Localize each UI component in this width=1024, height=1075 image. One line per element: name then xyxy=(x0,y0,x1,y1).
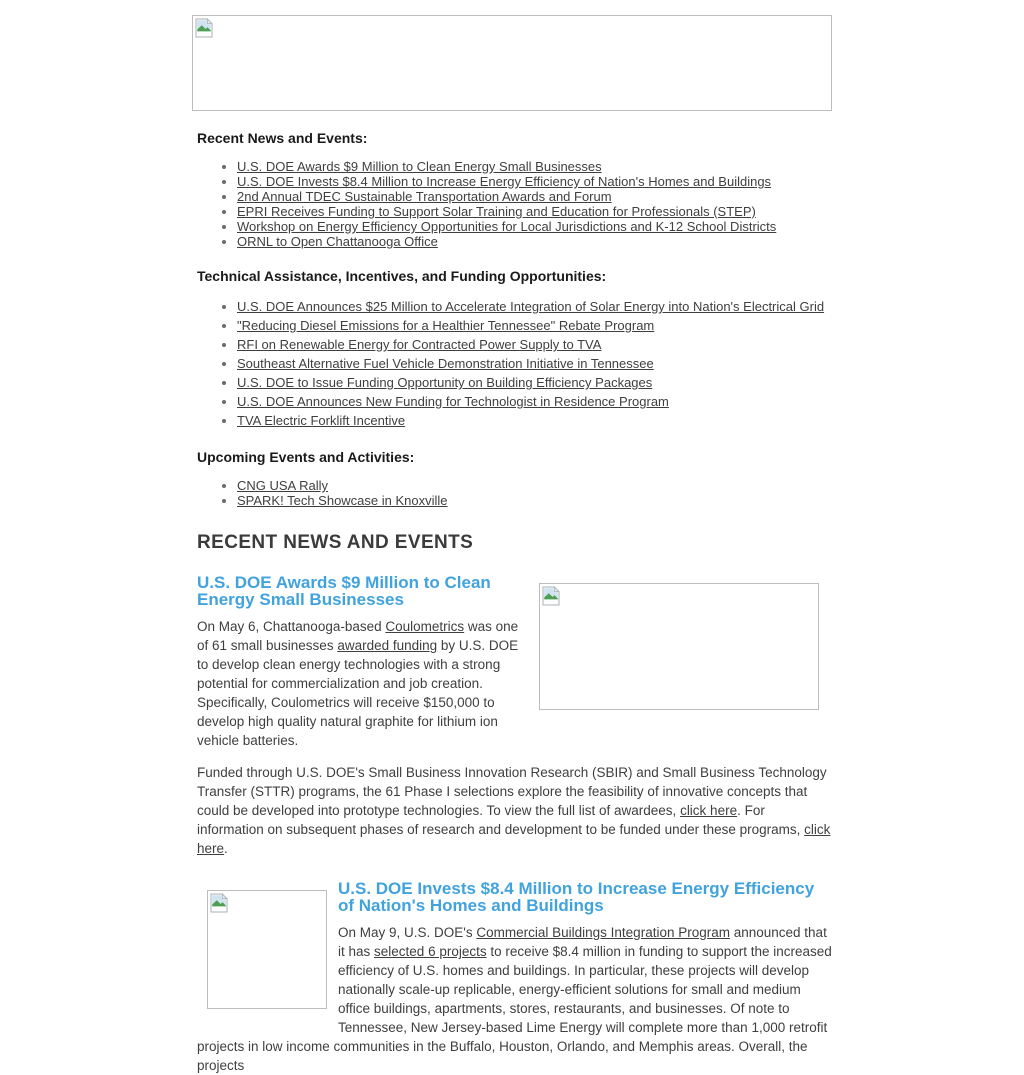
article-intro-paragraph: On May 6, Chattanooga-based Coulometrics was one of 61 small businesses awarded funding by U.S. DOE to develop clean energy technologies with a strong potential for commercialization and job creation. Specifically, Coulometrics will receive $150,000 to develop high quality natural graphite for lithium ion vehicle batteries. xyxy=(197,619,519,748)
toc-link[interactable]: U.S. DOE Invests $8.4 Million to Increase Energy Efficiency of Nation's Homes and Buildings xyxy=(237,174,772,189)
toc-link[interactable]: SPARK! Tech Showcase in Knoxville xyxy=(237,493,448,508)
broken-image-icon xyxy=(542,586,560,606)
toc-link[interactable]: TVA Electric Forklift Incentive xyxy=(237,413,406,428)
inline-link[interactable]: click here xyxy=(680,803,738,818)
list-item xyxy=(237,189,832,204)
article-title: U.S. DOE Awards $9 Million to Clean Energy Small Businesses xyxy=(197,573,491,609)
inline-link[interactable]: Commercial Buildings Integration Program xyxy=(476,925,730,940)
article-text-column xyxy=(197,574,529,750)
toc-link[interactable]: Workshop on Energy Efficiency Opportunities for Local Jurisdictions and K-12 School Districts xyxy=(237,219,777,234)
toc-heading-technical-assistance: Technical Assistance, Incentives, and Funding Opportunities: xyxy=(197,268,607,284)
toc-link[interactable]: CNG USA Rally xyxy=(237,478,329,493)
toc-link[interactable]: EPRI Receives Funding to Support Solar Training and Education for Professionals (STEP) xyxy=(237,204,756,219)
toc-heading-upcoming-events: Upcoming Events and Activities: xyxy=(197,449,415,465)
article-followup-paragraph: Funded through U.S. DOE's Small Business Innovation Research (SBIR) and Small Business Technology Transfer (STTR) programs, the 61 Phase I selections explore the feasibility of innovative concepts that could be developed into prototype technologies. To view the full list of awardees, click here. For information on subsequent phases of research and development to be funded under these programs, click here. xyxy=(197,765,831,856)
broken-image-icon xyxy=(210,893,228,913)
toc-heading-recent-news: Recent News and Events: xyxy=(197,130,368,146)
article-image-placeholder xyxy=(539,583,819,710)
toc-section-upcoming-events xyxy=(192,450,832,508)
article-doe-invests-8-4-million xyxy=(192,880,832,1075)
list-item xyxy=(237,219,832,234)
article-body-paragraph: On May 9, U.S. DOE's Commercial Buildings Integration Program announced that it has selected 6 projects to receive $8.4 million in funding to support the increased efficiency of U.S. homes and buildings. In particular, these projects will develop nationally scale-up replicable, energy-efficient solutions for small and medium office buildings, apartments, stores, restaurants, and businesses. Of note to Tennessee, New Jersey-based Lime Energy will complete more than 1,000 retrofit projects in low income communities in the Buffalo, Houston, Orlando, and Memphis areas. Overall, the projects xyxy=(197,925,832,1073)
toc-link[interactable]: U.S. DOE Announces $25 Million to Accelerate Integration of Solar Energy into Nation's Electrical Grid xyxy=(237,299,825,314)
list-item xyxy=(237,392,832,411)
toc-section-technical-assistance xyxy=(192,269,832,430)
list-item xyxy=(237,316,832,335)
toc-link[interactable]: "Reducing Diesel Emissions for a Healthier Tennessee" Rebate Program xyxy=(237,318,655,333)
toc-link[interactable]: U.S. DOE to Issue Funding Opportunity on Building Efficiency Packages xyxy=(237,375,653,390)
toc-link[interactable]: U.S. DOE Awards $9 Million to Clean Energy Small Businesses xyxy=(237,159,602,174)
list-item xyxy=(237,159,832,174)
toc-link[interactable]: 2nd Annual TDEC Sustainable Transportation Awards and Forum xyxy=(237,189,612,204)
section-title-recent-news: RECENT NEWS AND EVENTS xyxy=(197,532,474,553)
list-item xyxy=(237,234,832,249)
toc-link[interactable]: Southeast Alternative Fuel Vehicle Demonstration Initiative in Tennessee xyxy=(237,356,654,371)
list-item xyxy=(237,354,832,373)
list-item xyxy=(237,174,832,189)
list-item xyxy=(237,204,832,219)
list-item xyxy=(237,335,832,354)
list-item xyxy=(237,411,832,430)
article-doe-awards-9-million xyxy=(192,574,832,750)
list-item xyxy=(237,493,832,508)
inline-link[interactable]: Coulometrics xyxy=(385,619,465,634)
toc-list-recent-news xyxy=(192,159,832,249)
toc-link[interactable]: ORNL to Open Chattanooga Office xyxy=(237,234,438,249)
inline-link[interactable]: awarded funding xyxy=(337,638,438,653)
toc-list-upcoming-events xyxy=(192,478,832,508)
header-image-placeholder xyxy=(192,15,832,111)
toc-link[interactable]: U.S. DOE Announces New Funding for Technologist in Residence Program xyxy=(237,394,669,409)
inline-link[interactable]: selected 6 projects xyxy=(374,944,487,959)
toc-link[interactable]: RFI on Renewable Energy for Contracted Power Supply to TVA xyxy=(237,337,602,352)
list-item xyxy=(237,297,832,316)
article-title: U.S. DOE Invests $8.4 Million to Increase Energy Efficiency of Nation's Homes and Buildings xyxy=(338,879,815,915)
list-item xyxy=(237,373,832,392)
list-item xyxy=(237,478,832,493)
article-image-placeholder xyxy=(207,890,327,1009)
toc-section-recent-news xyxy=(192,131,832,249)
broken-image-icon xyxy=(195,18,213,38)
newsletter-page xyxy=(192,0,832,1075)
toc-list-technical-assistance xyxy=(192,297,832,430)
inline-link[interactable]: click here xyxy=(197,822,831,856)
